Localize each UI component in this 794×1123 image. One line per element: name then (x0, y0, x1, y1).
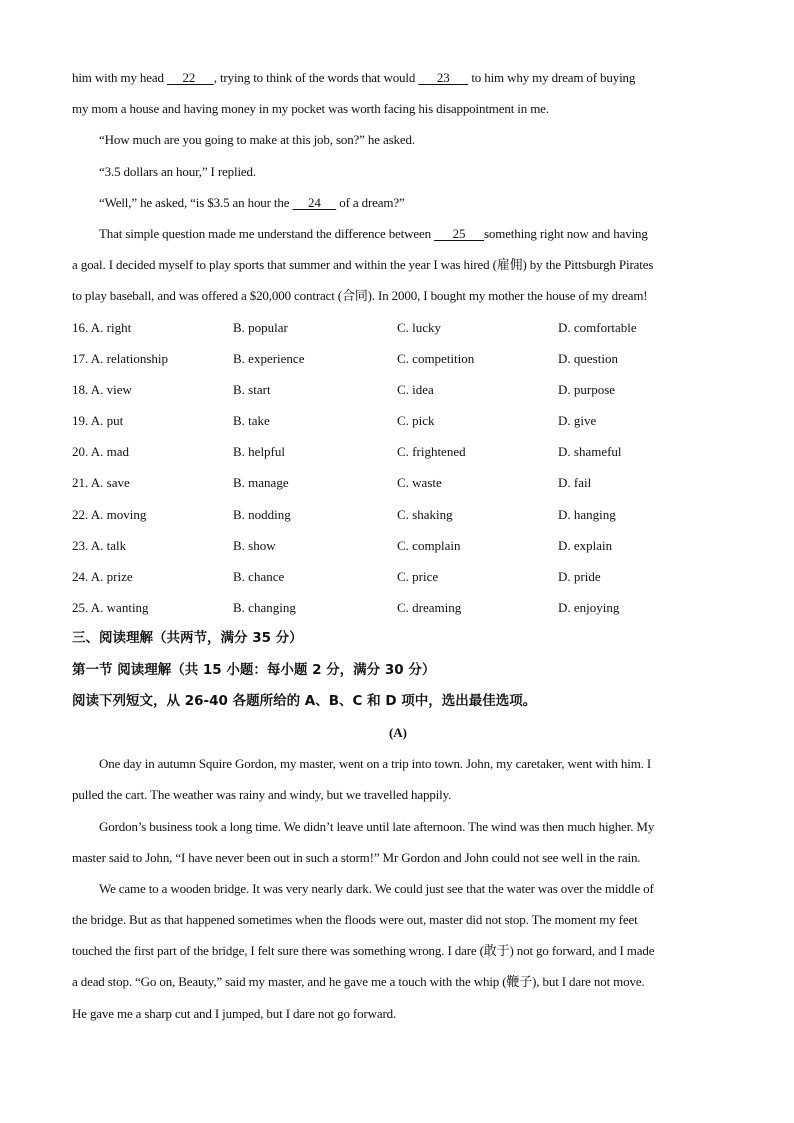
passage-label: (A) (388, 724, 408, 740)
passage-line (72, 187, 724, 218)
option-c: C. lucky (397, 319, 442, 335)
passage-a-line: pulled the cart. The weather was rainy and windy, but we travelled happily. (72, 787, 452, 803)
passage-a-line: He gave me a sharp cut and I jumped, but I dare not go forward. (72, 1005, 397, 1021)
option-d: D. question (558, 350, 618, 366)
option-row-19 (72, 405, 724, 436)
passage-text: of a dream?” (336, 194, 405, 210)
passage-line (72, 218, 724, 249)
passage-a-line: We came to a wooden bridge. It was very nearly dark. We could just see that the water was over the middle of (99, 880, 654, 896)
option-d: D. comfortable (558, 319, 637, 335)
section-title: 三、阅读理解（共两节，满分 35 分） (72, 630, 303, 647)
option-b: B. take (233, 413, 270, 429)
option-row-24 (72, 561, 724, 592)
passage-text: “Well,” he asked, “is $3.5 an hour the (99, 194, 293, 210)
passage-text: to him why my dream of buying (468, 70, 636, 85)
option-row-23 (72, 530, 724, 561)
option-a: 18. A. view (72, 381, 132, 397)
option-d: D. explain (558, 537, 613, 553)
option-b: B. start (233, 381, 271, 397)
option-c: C. frightened (397, 444, 466, 460)
option-d: D. pride (558, 569, 601, 584)
option-b: B. show (233, 537, 276, 553)
option-b: B. popular (233, 319, 288, 335)
option-c: C. pick (397, 413, 435, 429)
option-b: B. manage (233, 475, 289, 491)
passage-text: , trying to think of the words that would (213, 70, 419, 85)
option-row-21 (72, 467, 724, 498)
option-c: C. dreaming (397, 600, 462, 616)
option-a: 20. A. mad (72, 444, 130, 460)
option-b: B. chance (233, 569, 285, 584)
option-row-16 (72, 312, 724, 343)
option-row-25 (72, 592, 724, 623)
option-a: 25. A. wanting (72, 600, 149, 616)
option-b: B. changing (233, 600, 296, 616)
option-b: B. experience (233, 350, 305, 366)
option-a: 19. A. put (72, 413, 124, 429)
option-d: D. purpose (558, 381, 616, 397)
option-row-17 (72, 343, 724, 374)
option-a: 21. A. save (72, 475, 130, 491)
option-d: D. enjoying (558, 600, 620, 616)
option-a: 24. A. prize (72, 569, 133, 584)
passage-line: to play baseball, and was offered a $20,000 contract (合同). In 2000, I bought my mother the house of my dream! (72, 288, 648, 304)
option-c: C. waste (397, 475, 442, 491)
option-a: 23. A. talk (72, 537, 127, 553)
section-instruction: 阅读下列短文，从 26-40 各题所给的 A、B、C 和 D 项中，选出最佳选项。 (72, 692, 537, 709)
passage-a-line: master said to John, “I have never been out in such a storm!” Mr Gordon and John could not see well in the rain. (72, 849, 641, 865)
blank-24: 24 (292, 194, 337, 210)
passage-text: That simple question made me understand the difference between (99, 225, 435, 241)
blank-22: 22 (166, 70, 214, 85)
passage-text: something right now and having (483, 225, 648, 241)
passage-a-line: a dead stop. “Go on, Beauty,” said my master, and he gave me a touch with the whip (鞭子), but I dare not move. (72, 974, 645, 990)
option-d: D. give (558, 413, 597, 429)
option-d: D. shameful (558, 444, 622, 460)
passage-a-line: touched the first part of the bridge, I felt sure there was something wrong. I dare (敢于) not go forward, and I made (72, 943, 655, 959)
option-a: 17. A. relationship (72, 350, 169, 366)
passage-line: “3.5 dollars an hour,” I replied. (99, 163, 256, 179)
passage-a-line: One day in autumn Squire Gordon, my master, went on a trip into town. John, my caretaker, went with him. I (99, 756, 652, 772)
option-c: C. idea (397, 381, 434, 397)
option-d: D. hanging (558, 506, 616, 522)
passage-line: a goal. I decided myself to play sports that summer and within the year I was hired (雇佣) by the Pittsburgh Pirates (72, 257, 654, 273)
option-a: 16. A. right (72, 319, 132, 335)
document-page (72, 62, 724, 1029)
passage-a-line: Gordon’s business took a long time. We didn’t leave until late afternoon. The wind was then much higher. My (99, 818, 655, 834)
option-c: C. price (397, 569, 439, 584)
section-subtitle: 第一节 阅读理解（共 15 小题：每小题 2 分，满分 30 分） (72, 661, 436, 678)
option-row-20 (72, 436, 724, 467)
passage-line: my mom a house and having money in my pocket was worth facing his disappointment in me. (72, 101, 549, 117)
option-row-22 (72, 499, 724, 530)
passage-text: him with my head (72, 70, 167, 85)
passage-line (72, 62, 724, 93)
option-a: 22. A. moving (72, 506, 147, 522)
blank-25: 25 (434, 225, 484, 241)
option-row-18 (72, 374, 724, 405)
option-d: D. fail (558, 475, 592, 491)
option-b: B. helpful (233, 444, 285, 460)
options-list (72, 312, 724, 624)
blank-23: 23 (418, 70, 469, 85)
passage-a-line: the bridge. But as that happened sometimes when the floods were out, master did not stop. The moment my feet (72, 912, 638, 928)
option-c: C. competition (397, 350, 475, 366)
option-b: B. nodding (233, 506, 291, 522)
option-c: C. shaking (397, 506, 453, 522)
passage-line: “How much are you going to make at this job, son?” he asked. (99, 132, 415, 148)
option-c: C. complain (397, 537, 461, 553)
